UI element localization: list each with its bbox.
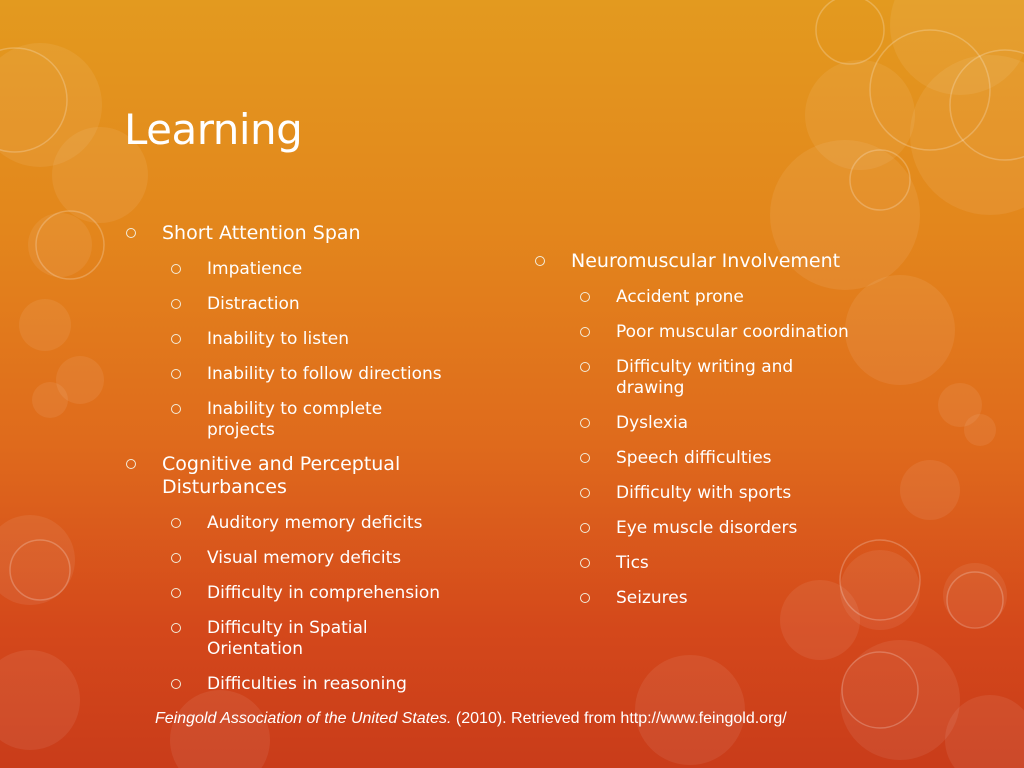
- circle-bullet-icon: [580, 418, 590, 428]
- sub-bullet-item: Difficulty writing and drawing: [571, 357, 913, 399]
- bullet-label: Short Attention Span: [162, 222, 361, 244]
- bullet-cognitive-perceptual: [124, 453, 504, 695]
- circle-bullet-icon: [171, 588, 181, 598]
- sub-bullet-item: Difficulty in comprehension: [162, 583, 504, 604]
- circle-bullet-icon: [171, 404, 181, 414]
- circle-bullet-icon: [171, 679, 181, 689]
- circle-bullet-icon: [580, 558, 590, 568]
- circle-bullet-icon: [171, 299, 181, 309]
- citation-details: (2010). Retrieved from http://www.feingold.org/: [451, 710, 787, 727]
- bullet-short-attention-span: [124, 222, 504, 441]
- sub-bullet-item: Dyslexia: [571, 413, 913, 434]
- sub-bullet-list: [571, 287, 913, 609]
- circle-bullet-icon: [535, 256, 545, 266]
- slide-title: Learning: [124, 105, 303, 154]
- sub-bullet-item: Distraction: [162, 294, 504, 315]
- circle-bullet-icon: [580, 362, 590, 372]
- sub-bullet-item: Auditory memory deficits: [162, 513, 504, 534]
- sub-bullet-item: Inability to complete projects: [162, 399, 504, 441]
- sub-bullet-item: Accident prone: [571, 287, 913, 308]
- left-bullet-column: [124, 222, 504, 695]
- right-bullet-column: [533, 250, 913, 609]
- citation-source: Feingold Association of the United States.: [155, 710, 452, 727]
- sub-bullet-list: [162, 259, 504, 441]
- circle-bullet-icon: [171, 334, 181, 344]
- sub-bullet-item: Inability to follow directions: [162, 364, 504, 385]
- sub-bullet-item: Seizures: [571, 588, 913, 609]
- circle-bullet-icon: [171, 518, 181, 528]
- circle-bullet-icon: [126, 459, 136, 469]
- circle-bullet-icon: [171, 553, 181, 563]
- sub-bullet-item: Tics: [571, 553, 913, 574]
- circle-bullet-icon: [171, 264, 181, 274]
- sub-bullet-item: Difficulty in Spatial Orientation: [162, 618, 504, 660]
- sub-bullet-item: Inability to listen: [162, 329, 504, 350]
- sub-bullet-item: Eye muscle disorders: [571, 518, 913, 539]
- circle-bullet-icon: [171, 623, 181, 633]
- sub-bullet-item: Poor muscular coordination: [571, 322, 913, 343]
- sub-bullet-list: [162, 513, 504, 695]
- sub-bullet-item: Impatience: [162, 259, 504, 280]
- citation: [155, 709, 787, 729]
- bullet-label: Neuromuscular Involvement: [571, 250, 841, 272]
- circle-bullet-icon: [580, 488, 590, 498]
- circle-bullet-icon: [580, 593, 590, 603]
- circle-bullet-icon: [171, 369, 181, 379]
- circle-bullet-icon: [580, 327, 590, 337]
- circle-bullet-icon: [580, 292, 590, 302]
- sub-bullet-item: Speech difficulties: [571, 448, 913, 469]
- sub-bullet-item: Visual memory deficits: [162, 548, 504, 569]
- bullet-neuromuscular-involvement: [533, 250, 913, 609]
- circle-bullet-icon: [580, 523, 590, 533]
- bullet-label: Cognitive and Perceptual Disturbances: [162, 453, 401, 498]
- sub-bullet-item: Difficulties in reasoning: [162, 674, 504, 695]
- sub-bullet-item: Difficulty with sports: [571, 483, 913, 504]
- circle-bullet-icon: [580, 453, 590, 463]
- circle-bullet-icon: [126, 228, 136, 238]
